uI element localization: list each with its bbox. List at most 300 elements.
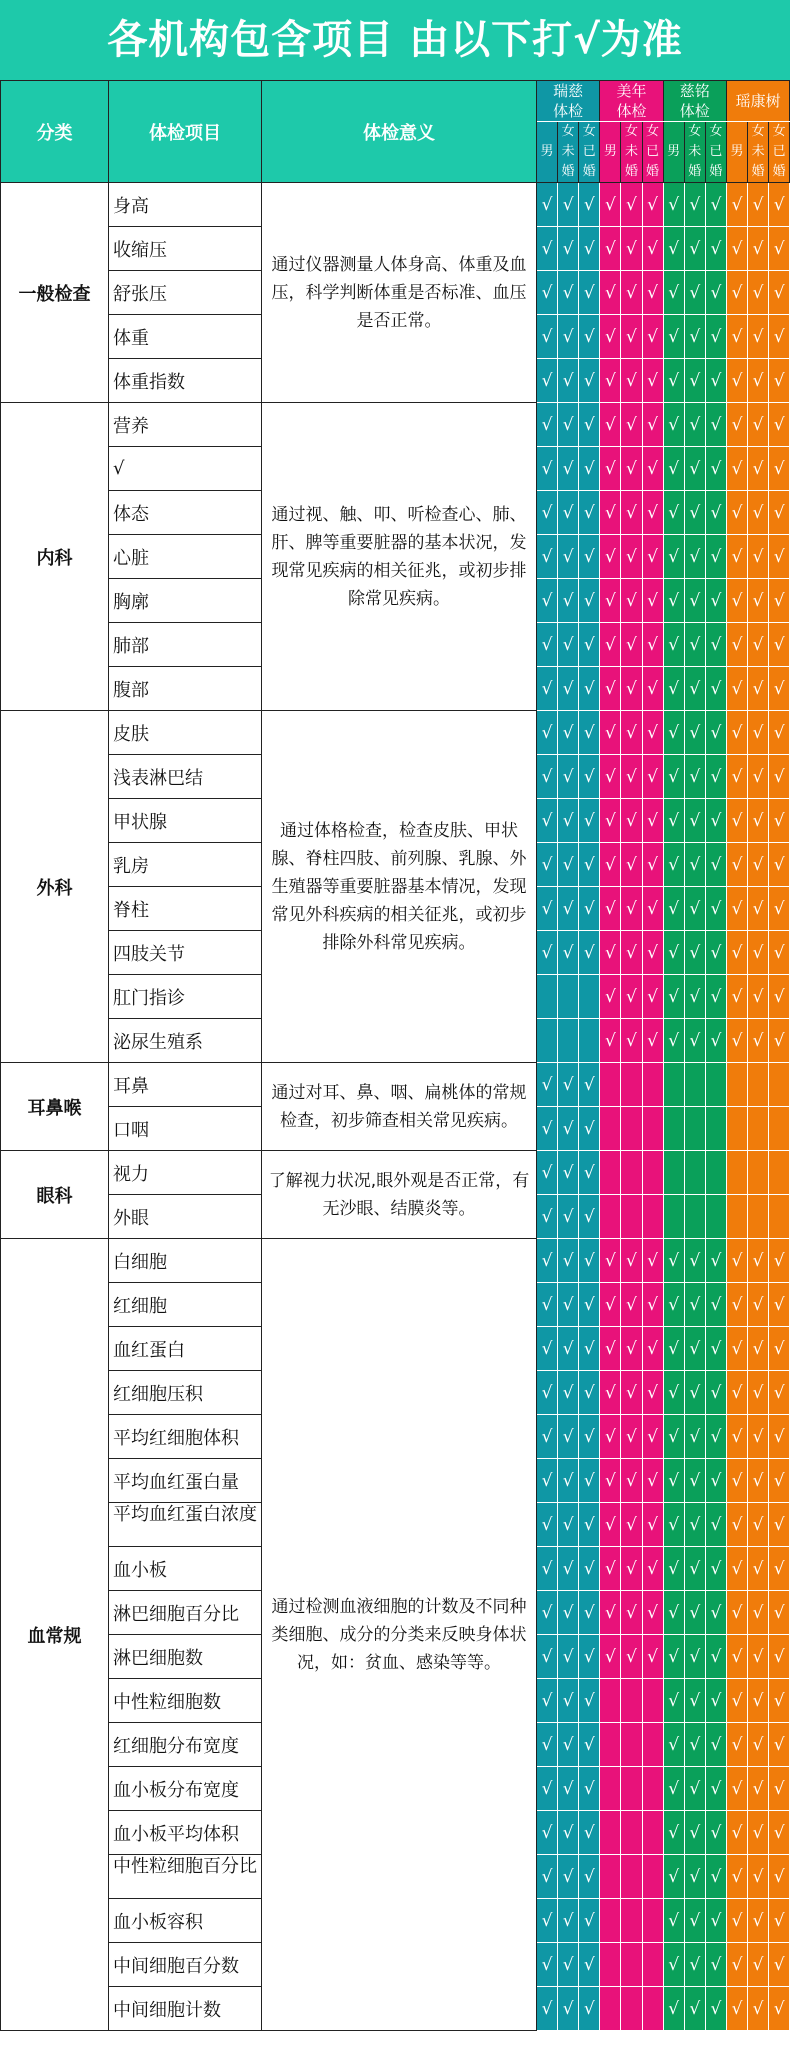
check-cell: √ [537, 1107, 558, 1151]
check-cell: √ [748, 1723, 769, 1767]
check-cell [748, 1151, 769, 1195]
check-cell: √ [684, 1283, 705, 1327]
check-cell: √ [600, 535, 621, 579]
check-cell: √ [537, 1767, 558, 1811]
check-cell: √ [558, 1107, 579, 1151]
header-subcol: 女 未 婚 [621, 122, 642, 183]
check-cell: √ [558, 1327, 579, 1371]
check-cell: √ [642, 315, 663, 359]
check-cell: √ [769, 359, 790, 403]
check-cell [684, 1195, 705, 1239]
check-cell: √ [663, 315, 684, 359]
check-cell: √ [705, 667, 726, 711]
check-cell: √ [684, 1503, 705, 1547]
check-cell: √ [537, 1723, 558, 1767]
check-cell: √ [642, 579, 663, 623]
check-cell: √ [600, 1415, 621, 1459]
check-cell: √ [726, 931, 747, 975]
check-cell: √ [579, 1943, 600, 1987]
check-cell: √ [769, 1767, 790, 1811]
check-cell: √ [558, 931, 579, 975]
check-cell: √ [558, 843, 579, 887]
header-subcol: 男 [537, 122, 558, 183]
check-cell: √ [579, 447, 600, 491]
item-cell: 体重指数 [109, 359, 262, 403]
check-cell: √ [537, 403, 558, 447]
check-cell: √ [769, 1371, 790, 1415]
check-cell: √ [537, 1327, 558, 1371]
check-cell: √ [579, 711, 600, 755]
check-cell [726, 1195, 747, 1239]
check-cell: √ [769, 1635, 790, 1679]
check-cell: √ [684, 491, 705, 535]
check-cell: √ [558, 1239, 579, 1283]
check-cell: √ [537, 755, 558, 799]
check-cell: √ [748, 1987, 769, 2031]
check-cell: √ [748, 1371, 769, 1415]
check-cell: √ [558, 491, 579, 535]
check-cell: √ [558, 623, 579, 667]
check-cell: √ [769, 1327, 790, 1371]
check-cell: √ [579, 271, 600, 315]
check-cell: √ [705, 799, 726, 843]
check-cell: √ [684, 887, 705, 931]
check-cell: √ [621, 975, 642, 1019]
check-cell: √ [558, 667, 579, 711]
check-cell: √ [748, 271, 769, 315]
check-cell: √ [726, 359, 747, 403]
check-cell: √ [579, 843, 600, 887]
check-cell: √ [558, 1811, 579, 1855]
check-cell: √ [558, 1547, 579, 1591]
check-cell [663, 1195, 684, 1239]
check-cell: √ [684, 271, 705, 315]
check-cell [663, 1063, 684, 1107]
check-cell: √ [642, 227, 663, 271]
check-cell: √ [748, 315, 769, 359]
check-cell: √ [642, 1371, 663, 1415]
item-cell: 皮肤 [109, 711, 262, 755]
check-cell: √ [642, 271, 663, 315]
check-cell: √ [537, 1987, 558, 2031]
check-cell: √ [705, 1327, 726, 1371]
check-cell: √ [748, 1591, 769, 1635]
check-cell: √ [600, 447, 621, 491]
check-cell: √ [579, 1591, 600, 1635]
check-cell: √ [748, 1415, 769, 1459]
check-cell: √ [748, 1899, 769, 1943]
check-cell: √ [705, 1283, 726, 1327]
check-cell: √ [684, 403, 705, 447]
check-cell: √ [663, 579, 684, 623]
check-cell [663, 1107, 684, 1151]
check-cell: √ [579, 1987, 600, 2031]
check-cell: √ [537, 271, 558, 315]
check-cell: √ [726, 1547, 747, 1591]
check-cell: √ [769, 711, 790, 755]
check-cell: √ [642, 1019, 663, 1063]
header-subcol: 女 未 婚 [684, 122, 705, 183]
check-cell: √ [663, 1503, 684, 1547]
check-cell: √ [558, 1415, 579, 1459]
check-cell: √ [621, 491, 642, 535]
check-cell [726, 1063, 747, 1107]
header-brand: 美年 体检 [600, 81, 663, 122]
check-cell: √ [684, 931, 705, 975]
check-cell: √ [537, 1503, 558, 1547]
check-cell: √ [579, 1239, 600, 1283]
check-cell: √ [726, 579, 747, 623]
check-cell: √ [642, 1503, 663, 1547]
check-cell: √ [558, 1283, 579, 1327]
item-cell: 甲状腺 [109, 799, 262, 843]
check-cell: √ [600, 1635, 621, 1679]
check-cell [621, 1943, 642, 1987]
check-cell: √ [705, 1767, 726, 1811]
check-cell: √ [663, 1767, 684, 1811]
check-cell: √ [621, 843, 642, 887]
check-cell: √ [663, 887, 684, 931]
item-cell: 浅表淋巴结 [109, 755, 262, 799]
check-cell: √ [600, 403, 621, 447]
check-cell: √ [558, 1987, 579, 2031]
check-cell: √ [748, 1943, 769, 1987]
check-cell: √ [769, 667, 790, 711]
check-cell: √ [663, 1855, 684, 1899]
check-cell: √ [579, 1283, 600, 1327]
check-cell: √ [537, 1635, 558, 1679]
check-cell: √ [684, 1547, 705, 1591]
item-cell: 中性粒细胞百分比 [109, 1855, 262, 1899]
check-cell: √ [621, 1019, 642, 1063]
check-cell: √ [663, 1679, 684, 1723]
check-cell: √ [705, 315, 726, 359]
check-cell [600, 1723, 621, 1767]
check-cell [705, 1063, 726, 1107]
check-cell: √ [663, 1899, 684, 1943]
check-cell [621, 1679, 642, 1723]
check-cell: √ [537, 447, 558, 491]
check-cell: √ [684, 1767, 705, 1811]
item-cell: 营养 [109, 403, 262, 447]
check-cell: √ [621, 755, 642, 799]
item-cell: 口咽 [109, 1107, 262, 1151]
check-cell: √ [600, 843, 621, 887]
item-cell: 身高 [109, 183, 262, 227]
check-cell: √ [684, 1899, 705, 1943]
check-cell [600, 1151, 621, 1195]
check-cell [579, 975, 600, 1019]
check-cell: √ [726, 1327, 747, 1371]
check-cell [600, 1767, 621, 1811]
check-cell: √ [663, 359, 684, 403]
check-cell: √ [537, 1151, 558, 1195]
check-cell [769, 1063, 790, 1107]
check-cell: √ [769, 447, 790, 491]
check-cell: √ [621, 1239, 642, 1283]
check-cell: √ [663, 1987, 684, 2031]
check-cell: √ [705, 887, 726, 931]
check-cell: √ [748, 843, 769, 887]
table-row [1, 183, 790, 227]
check-cell [748, 1195, 769, 1239]
item-cell: 平均血红蛋白量 [109, 1459, 262, 1503]
check-cell [642, 1107, 663, 1151]
check-cell: √ [663, 931, 684, 975]
check-cell: √ [600, 579, 621, 623]
check-cell [769, 1151, 790, 1195]
check-cell: √ [684, 667, 705, 711]
check-cell: √ [684, 315, 705, 359]
check-cell: √ [726, 227, 747, 271]
check-cell: √ [705, 711, 726, 755]
check-cell: √ [558, 1855, 579, 1899]
check-cell: √ [769, 491, 790, 535]
category-cell: 外科 [1, 711, 109, 1063]
item-cell: 淋巴细胞数 [109, 1635, 262, 1679]
item-cell: 耳鼻 [109, 1063, 262, 1107]
meaning-cell: 通过体格检查，检查皮肤、甲状腺、脊柱四肢、前列腺、乳腺、外生殖器等重要脏器基本情况，发现常见外科疾病的相关征兆，或初步排除外科常见疾病。 [262, 711, 537, 1063]
check-cell: √ [663, 711, 684, 755]
check-cell: √ [663, 799, 684, 843]
check-cell: √ [579, 755, 600, 799]
check-cell: √ [705, 447, 726, 491]
check-cell [642, 1723, 663, 1767]
check-cell: √ [726, 491, 747, 535]
check-cell: √ [684, 711, 705, 755]
check-cell [621, 1151, 642, 1195]
check-cell: √ [579, 535, 600, 579]
check-cell: √ [726, 1591, 747, 1635]
header-subcol: 女 已 婚 [642, 122, 663, 183]
check-cell [726, 1151, 747, 1195]
check-cell: √ [579, 1371, 600, 1415]
check-cell: √ [684, 227, 705, 271]
check-cell: √ [748, 1679, 769, 1723]
check-cell: √ [600, 315, 621, 359]
check-cell [600, 1855, 621, 1899]
item-cell: 收缩压 [109, 227, 262, 271]
check-cell: √ [705, 1811, 726, 1855]
check-cell: √ [579, 1459, 600, 1503]
check-cell: √ [769, 931, 790, 975]
check-cell: √ [769, 755, 790, 799]
check-cell: √ [621, 1371, 642, 1415]
check-cell [621, 1723, 642, 1767]
check-cell: √ [600, 711, 621, 755]
check-cell: √ [558, 887, 579, 931]
check-cell: √ [769, 1855, 790, 1899]
check-cell: √ [558, 579, 579, 623]
check-cell: √ [642, 843, 663, 887]
check-cell: √ [537, 1063, 558, 1107]
check-cell: √ [663, 1283, 684, 1327]
check-cell: √ [726, 1239, 747, 1283]
check-cell: √ [579, 1855, 600, 1899]
check-cell [705, 1107, 726, 1151]
check-cell: √ [600, 1459, 621, 1503]
check-cell: √ [537, 1679, 558, 1723]
check-cell: √ [684, 535, 705, 579]
check-cell: √ [642, 1547, 663, 1591]
check-cell: √ [726, 1723, 747, 1767]
check-cell: √ [663, 755, 684, 799]
check-cell: √ [684, 1591, 705, 1635]
check-cell: √ [748, 1239, 769, 1283]
check-cell: √ [748, 755, 769, 799]
check-cell: √ [663, 491, 684, 535]
check-cell: √ [579, 403, 600, 447]
check-cell: √ [621, 1327, 642, 1371]
check-cell: √ [600, 1591, 621, 1635]
check-cell: √ [769, 403, 790, 447]
check-cell: √ [579, 183, 600, 227]
check-cell: √ [684, 1371, 705, 1415]
table-row [1, 711, 790, 755]
check-cell: √ [705, 931, 726, 975]
check-cell: √ [558, 403, 579, 447]
check-cell: √ [684, 1943, 705, 1987]
check-cell [621, 1811, 642, 1855]
check-cell: √ [748, 1019, 769, 1063]
check-cell: √ [705, 623, 726, 667]
check-cell: √ [726, 623, 747, 667]
check-cell: √ [663, 271, 684, 315]
check-cell: √ [663, 623, 684, 667]
check-cell: √ [579, 1679, 600, 1723]
item-cell: 胸廓 [109, 579, 262, 623]
check-cell: √ [748, 667, 769, 711]
check-cell [684, 1151, 705, 1195]
check-cell: √ [579, 1723, 600, 1767]
check-cell: √ [705, 1855, 726, 1899]
check-cell: √ [684, 1327, 705, 1371]
check-cell: √ [579, 1327, 600, 1371]
check-cell [642, 1195, 663, 1239]
check-cell [663, 1151, 684, 1195]
check-cell: √ [621, 1459, 642, 1503]
check-cell: √ [705, 579, 726, 623]
check-cell [642, 1811, 663, 1855]
check-cell: √ [684, 799, 705, 843]
check-cell: √ [663, 1591, 684, 1635]
check-cell: √ [579, 491, 600, 535]
check-cell: √ [558, 1767, 579, 1811]
check-cell: √ [769, 1547, 790, 1591]
check-cell: √ [558, 271, 579, 315]
category-cell: 血常规 [1, 1239, 109, 2031]
check-cell: √ [663, 1019, 684, 1063]
check-cell [600, 1063, 621, 1107]
check-cell [642, 1899, 663, 1943]
check-cell: √ [748, 711, 769, 755]
check-cell: √ [558, 711, 579, 755]
check-cell [621, 1855, 642, 1899]
item-cell: 体态 [109, 491, 262, 535]
table-row [1, 1239, 790, 1283]
check-cell [705, 1151, 726, 1195]
check-cell: √ [558, 1943, 579, 1987]
check-cell: √ [558, 799, 579, 843]
check-cell: √ [769, 183, 790, 227]
check-cell [600, 1679, 621, 1723]
check-cell: √ [769, 1283, 790, 1327]
check-cell: √ [537, 491, 558, 535]
header-item: 体检项目 [109, 81, 262, 183]
check-cell: √ [621, 447, 642, 491]
item-cell: 四肢关节 [109, 931, 262, 975]
check-cell: √ [748, 1855, 769, 1899]
check-cell: √ [642, 447, 663, 491]
item-cell: 淋巴细胞百分比 [109, 1591, 262, 1635]
meaning-cell: 通过检测血液细胞的计数及不同种类细胞、成分的分类来反映身体状况，如：贫血、感染等等。 [262, 1239, 537, 2031]
check-cell: √ [600, 1327, 621, 1371]
check-cell: √ [726, 1899, 747, 1943]
check-cell: √ [537, 843, 558, 887]
check-cell: √ [600, 667, 621, 711]
check-cell: √ [769, 579, 790, 623]
check-cell: √ [642, 359, 663, 403]
check-cell [642, 1943, 663, 1987]
item-cell: 中性粒细胞数 [109, 1679, 262, 1723]
check-cell: √ [705, 1635, 726, 1679]
check-cell: √ [684, 1459, 705, 1503]
check-cell [642, 1151, 663, 1195]
check-cell: √ [769, 1943, 790, 1987]
check-cell: √ [621, 315, 642, 359]
check-cell: √ [642, 623, 663, 667]
check-cell: √ [642, 975, 663, 1019]
check-cell: √ [621, 711, 642, 755]
check-cell [726, 1107, 747, 1151]
check-cell: √ [705, 1415, 726, 1459]
item-cell: 心脏 [109, 535, 262, 579]
category-cell: 眼科 [1, 1151, 109, 1239]
item-cell: 视力 [109, 1151, 262, 1195]
check-cell: √ [642, 1327, 663, 1371]
check-cell: √ [705, 491, 726, 535]
check-cell: √ [705, 755, 726, 799]
meaning-cell: 通过仪器测量人体身高、体重及血压，科学判断体重是否标准、血压是否正常。 [262, 183, 537, 403]
header-subcol: 女 已 婚 [579, 122, 600, 183]
check-cell: √ [642, 667, 663, 711]
check-cell: √ [642, 1635, 663, 1679]
check-cell: √ [748, 975, 769, 1019]
check-cell: √ [558, 183, 579, 227]
check-cell: √ [621, 183, 642, 227]
check-cell: √ [663, 1239, 684, 1283]
check-cell [600, 1195, 621, 1239]
check-cell: √ [705, 1943, 726, 1987]
check-cell [642, 1855, 663, 1899]
check-cell: √ [621, 227, 642, 271]
check-cell: √ [663, 1635, 684, 1679]
check-cell: √ [684, 1987, 705, 2031]
item-cell: 红细胞压积 [109, 1371, 262, 1415]
check-cell: √ [579, 887, 600, 931]
check-cell: √ [769, 623, 790, 667]
check-cell: √ [642, 1591, 663, 1635]
check-cell [769, 1195, 790, 1239]
check-cell: √ [579, 799, 600, 843]
check-cell: √ [705, 1899, 726, 1943]
check-cell: √ [684, 1679, 705, 1723]
check-cell: √ [621, 799, 642, 843]
check-cell: √ [579, 1811, 600, 1855]
check-cell: √ [726, 1943, 747, 1987]
check-cell: √ [705, 183, 726, 227]
check-cell: √ [600, 1503, 621, 1547]
